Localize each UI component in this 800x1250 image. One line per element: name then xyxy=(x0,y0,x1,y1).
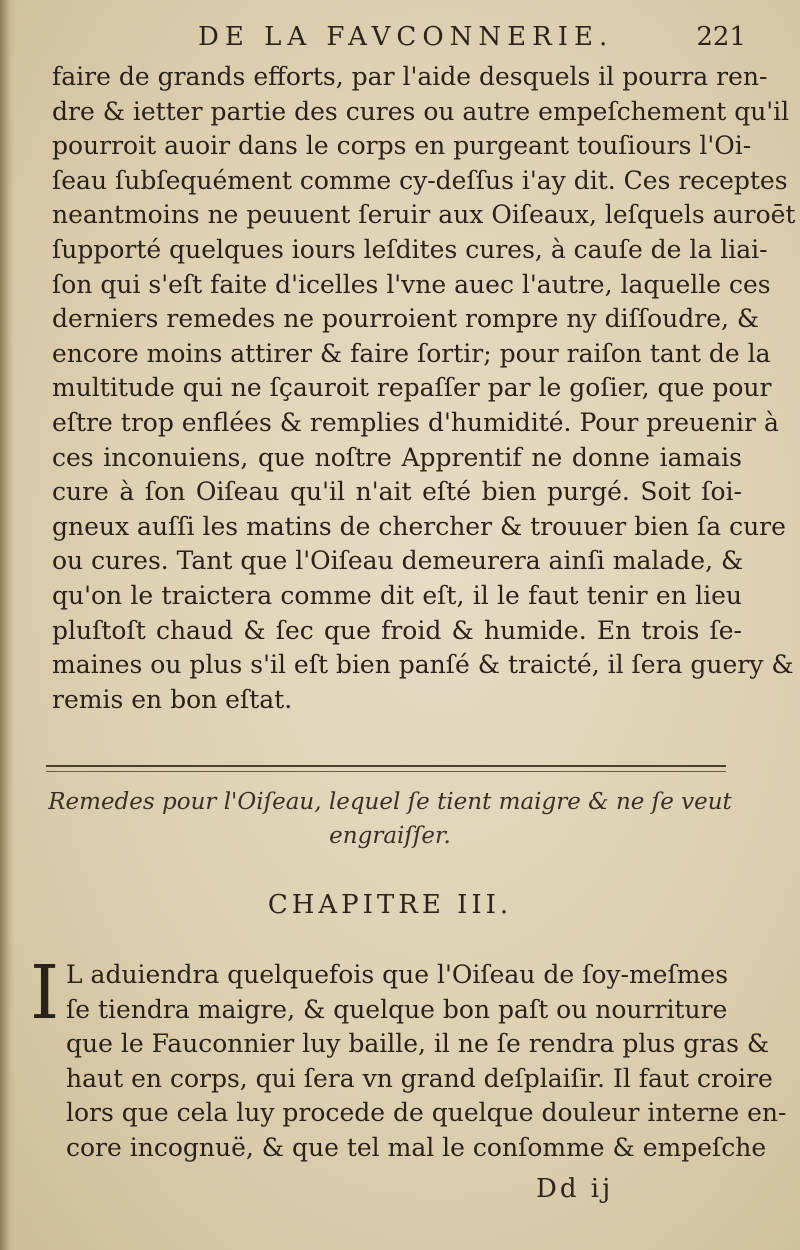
text-line: haut en corps, qui ſera vn grand deſplaiſir. Il faut croire xyxy=(66,1063,773,1093)
text-line: L aduiendra quelquefois que l'Oiſeau de ſoy-meſmes xyxy=(66,960,729,989)
text-line: cure à ſon Oiſeau qu'il n'ait eſté bien purgé. Soit ſoi- xyxy=(52,477,742,507)
text-line: lors que cela luy procede de quelque douleur interne en- xyxy=(66,1098,787,1128)
text-line: neantmoins ne peuuent ſeruir aux Oiſeaux, leſquels auroēt xyxy=(52,200,796,230)
caption-line: engraiſſer. xyxy=(329,823,451,849)
text-line: faire de grands efforts, par l'aide desquels il pourra ren- xyxy=(52,62,768,91)
signature-mark: Dd ij xyxy=(536,1174,614,1204)
text-line: pluſtoſt chaud & ſec que froid & humide. En trois ſe- xyxy=(52,615,742,645)
running-head xyxy=(60,22,750,58)
section-divider xyxy=(46,765,726,767)
text-line: eſtre trop enflées & remplies d'humidité. Pour preuenir à xyxy=(52,407,779,437)
chapter-heading: CHAPITRE III. xyxy=(267,890,513,920)
text-line: multitude qui ne ſçauroit repaſſer par le goſier, que pour xyxy=(52,373,772,403)
text-line: ſe tiendra maigre, & quelque bon paſt ou nourriture xyxy=(66,994,728,1024)
text-line: ſon qui s'eſt faite d'icelles l'vne auec l'autre, laquelle ces xyxy=(52,269,771,299)
text-line: derniers remedes ne pourroient rompre ny diſſoudre, & xyxy=(52,304,760,334)
text-line: ſeau ſubſequément comme cy-deſſus i'ay dit. Ces receptes xyxy=(52,165,788,195)
text-line: core incognuë, & que tel mal le conſomme & empeſche xyxy=(66,1132,767,1162)
text-line: ſupporté quelques iours leſdites cures, à cauſe de la liai- xyxy=(52,234,768,264)
section-divider-thin xyxy=(46,771,726,772)
drop-cap: I xyxy=(30,950,60,1036)
text-line: remis en bon eſtat. xyxy=(52,684,293,714)
page-gutter-shadow xyxy=(0,0,14,1250)
text-line: maines ou plus s'il eſt bien panſé & traicté, il ſera guery & xyxy=(52,650,794,680)
section-caption xyxy=(40,785,740,853)
running-title: DE LA FAVCONNERIE. xyxy=(198,22,614,52)
text-line: qu'on le traictera comme dit eſt, il le faut tenir en lieu xyxy=(52,580,742,610)
text-line: que le Fauconnier luy baille, il ne ſe rendra plus gras & xyxy=(66,1029,770,1059)
text-line: ces inconuiens, que noſtre Apprentif ne donne iamais xyxy=(52,442,742,472)
caption-line: Remedes pour l'Oiſeau, lequel ſe tient maigre & ne ſe veut xyxy=(48,789,732,815)
page-number: 221 xyxy=(696,22,746,52)
text-line: pourroit auoir dans le corps en purgeant touſiours l'Oi- xyxy=(52,131,752,161)
text-line: ou cures. Tant que l'Oiſeau demeurera ainſi malade, & xyxy=(52,546,744,576)
chapter-paragraph xyxy=(66,958,787,1166)
text-line: dre & ietter partie des cures ou autre empeſchement qu'il xyxy=(52,96,790,126)
text-line: encore moins attirer & faire ſortir; pour raiſon tant de la xyxy=(52,338,771,368)
text-line: gneux auſſi les matins de chercher & trouuer bien ſa cure xyxy=(52,511,786,541)
body-paragraph xyxy=(52,60,796,717)
